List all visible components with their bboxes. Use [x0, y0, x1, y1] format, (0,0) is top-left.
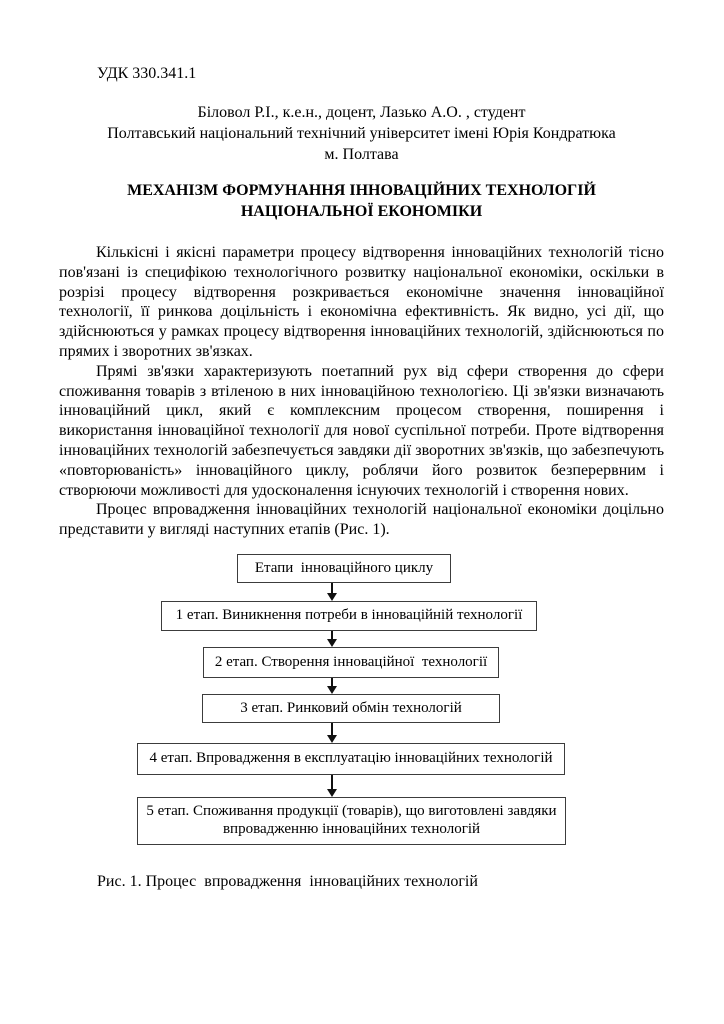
title-line-2: НАЦІОНАЛЬНОЇ ЕКОНОМІКИ: [240, 203, 483, 220]
flowchart-box-label: Етапи інноваційного циклу: [254, 559, 434, 576]
arrow-shaft: [331, 775, 333, 789]
flowchart-box-stage-2: [203, 647, 499, 678]
flowchart-box-label-line-2: впровадженню інноваційних технологій: [222, 820, 481, 837]
figure-caption: Рис. 1. Процес впровадження інноваційних технологій: [97, 872, 478, 890]
flowchart-box-stage-4: [137, 743, 565, 775]
arrow-shaft: [331, 583, 333, 593]
flowchart-box-label: 1 етап. Виникнення потреби в інноваційній технології: [175, 607, 523, 624]
paragraph-1: Кількісні і якісні параметри процесу відтворення інноваційних технологій тісно пов'язані із специфікою технологічного розвитку національної економіки, оскільки в розрізі процесу відтворення розкривається економічне значення інноваційної технології, її ринкова доцільність і економічна ефективність. Як видно, усі дії, що здійснюються у рамках процесу відтворення інноваційних технологій, здійснюються по прямих і зворотних зв'язках.: [59, 244, 664, 360]
city-line: м. Полтава: [324, 146, 399, 163]
down-arrow-icon: [326, 723, 338, 743]
down-arrow-icon: [326, 775, 338, 797]
authors-line: Біловол Р.І., к.е.н., доцент, Лазько А.О. , студент: [197, 104, 526, 121]
flowchart-box-stage-3: [202, 694, 500, 723]
flowchart-box-label: 3 етап. Ринковий обмін технологій: [240, 699, 462, 716]
down-arrow-icon: [326, 631, 338, 647]
flowchart-box-stage-1: [161, 601, 537, 631]
arrow-head: [327, 686, 337, 694]
arrow-head: [327, 789, 337, 797]
flowchart-box-label-line-1: 5 етап. Споживання продукції (товарів), що виготовлені завдяки: [146, 803, 557, 820]
arrow-shaft: [331, 723, 333, 735]
paragraph-3: Процес впровадження інноваційних технологій національної економіки доцільно представити у вигляді наступних етапів (Рис. 1).: [59, 501, 664, 539]
down-arrow-icon: [326, 583, 338, 601]
affiliation-line: Полтавський національний технічний університет імені Юрія Кондратюка: [107, 125, 616, 142]
down-arrow-icon: [326, 678, 338, 694]
page-content: [59, 0, 664, 892]
arrow-shaft: [331, 631, 333, 639]
article-body: [59, 243, 664, 540]
udc-code: УДК 330.341.1: [97, 65, 197, 82]
arrow-shaft: [331, 678, 333, 686]
arrow-head: [327, 735, 337, 743]
title-line-1: МЕХАНІЗМ ФОРМУНАННЯ ІННОВАЦІЙНИХ ТЕХНОЛОГІЙ: [127, 182, 596, 199]
arrow-head: [327, 593, 337, 601]
flowchart-box-label: 2 етап. Створення інноваційної технології: [214, 653, 488, 670]
flowchart-box-label: 4 етап. Впровадження в експлуатацію інноваційних технологій: [149, 750, 553, 767]
author-block: [59, 102, 664, 165]
paragraph-2: Прямі зв'язки характеризують поетапний рух від сфери створення до сфери споживання товарів з втіленою в них інноваційною технологією. Ці зв'язки визначають інноваційний цикл, який є комплексним процесом створення, поширення і використання інноваційної технології для нової суспільної потреби. Проте відтворення інноваційних технологій забезпечується завдяки дії зворотних зв'язків, що забезпечують «повторюваність» інноваційного циклу, роблячи його розвиток безперервним і створюючи можливості для удосконалення існуючих технологій і створення нових.: [59, 362, 664, 499]
article-title: [59, 180, 664, 222]
arrow-head: [327, 639, 337, 647]
flowchart-box-stage-5: [137, 797, 566, 845]
figure-1-flowchart: [59, 554, 664, 845]
flowchart-box-cycle-stages: [237, 554, 451, 583]
